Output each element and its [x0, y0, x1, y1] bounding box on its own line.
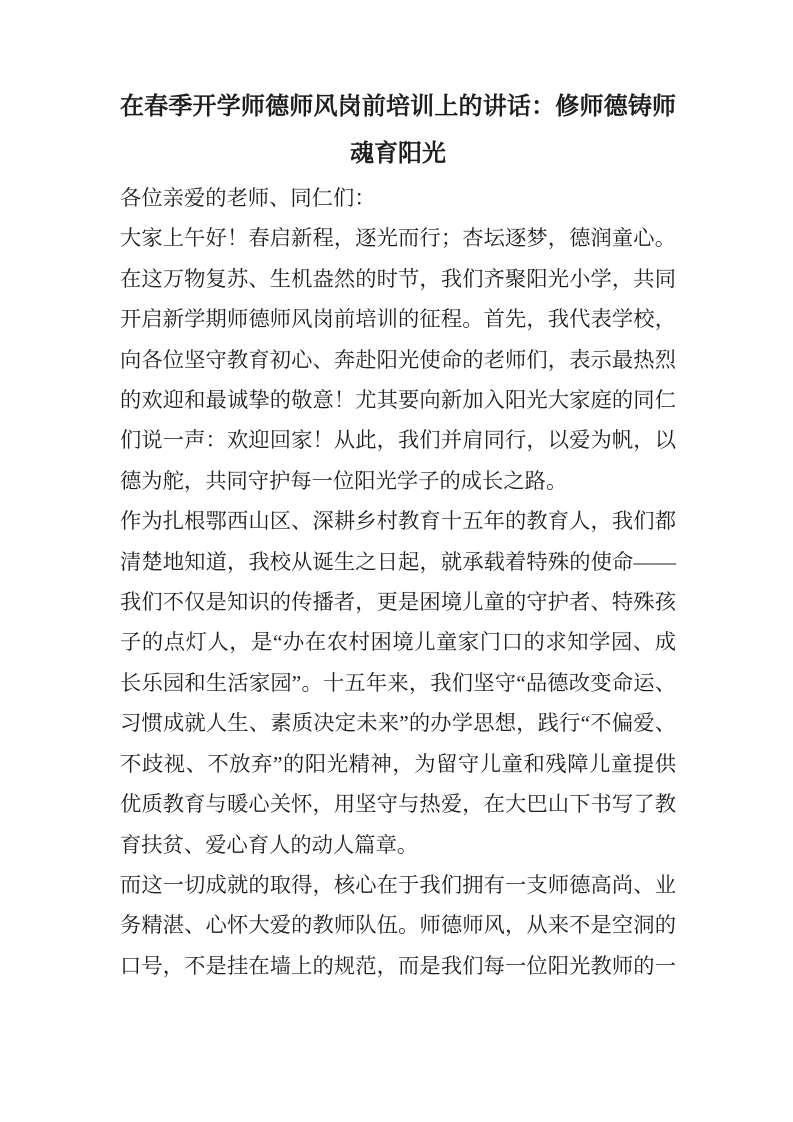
text-line: 在这万物复苏、生机盎然的时节，我们齐聚阳光小学，共同 — [120, 266, 676, 291]
text-line: 我们不仅是知识的传播者，更是困境儿童的守护者、特殊孩 — [120, 590, 676, 615]
document-body — [120, 178, 676, 986]
title-line-2: 魂育阳光 — [350, 141, 446, 167]
text-line: 不歧视、不放弃”的阳光精神，为留守儿童和残障儿童提供 — [120, 751, 676, 776]
text-line: 各位亲爱的老师、同仁们： — [120, 186, 376, 210]
text-line: 作为扎根鄂西山区、深耕乡村教育十五年的教育人，我们都 — [120, 509, 676, 534]
text-line: 开启新学期师德师风岗前培训的征程。首先，我代表学校， — [120, 307, 676, 332]
text-line: 德为舵，共同守护每一位阳光学子的成长之路。 — [120, 468, 568, 493]
paragraph-teacher-ethics — [120, 865, 676, 986]
text-line: 优质教育与暖心关怀，用坚守与热爱，在大巴山下书写了教 — [120, 792, 676, 817]
text-line: 子的点灯人，是“办在农村困境儿童家门口的求知学园、成 — [120, 630, 676, 655]
text-line: 口号，不是挂在墙上的规范，而是我们每一位阳光教师的一 — [120, 953, 676, 978]
text-line: 务精湛、心怀大爱的教师队伍。师德师风，从来不是空洞的 — [120, 913, 676, 938]
text-line: 育扶贫、爱心育人的动人篇章。 — [120, 832, 419, 857]
text-line: 习惯成就人生、素质决定未来”的办学思想，践行“不偏爱、 — [120, 711, 676, 736]
title-line-1: 在春季开学师德师风岗前培训上的讲话：修师德铸师 — [120, 94, 676, 120]
text-line: 们说一声：欢迎回家！从此，我们并肩同行，以爱为帆，以 — [120, 428, 676, 453]
paragraph-school-mission — [120, 501, 676, 865]
text-line: 向各位坚守教育初心、奔赴阳光使命的老师们，表示最热烈 — [120, 347, 676, 372]
text-line: 而这一切成就的取得，核心在于我们拥有一支师德高尚、业 — [120, 872, 676, 897]
document-title — [120, 84, 676, 178]
paragraph-greeting-and-welcome — [120, 218, 676, 501]
text-line: 大家上午好！春启新程，逐光而行；杏坛逐梦，德润童心。 — [120, 226, 676, 251]
paragraph-salutation — [120, 178, 676, 218]
text-line: 清楚地知道，我校从诞生之日起，就承载着特殊的使命—— — [120, 549, 676, 574]
text-line: 的欢迎和最诚挚的敬意！尤其要向新加入阳光大家庭的同仁 — [120, 388, 676, 413]
text-line: 长乐园和生活家园”。十五年来，我们坚守“品德改变命运、 — [120, 670, 676, 695]
